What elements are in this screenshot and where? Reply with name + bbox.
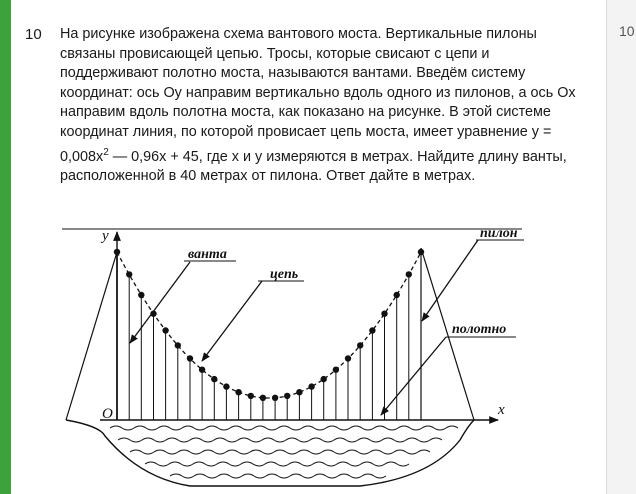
chain-dot (284, 393, 290, 399)
chain-dot (199, 367, 205, 373)
chain-dot (260, 395, 266, 401)
y-axis-label: y (102, 228, 109, 244)
chain-dot (357, 342, 363, 348)
chain-dots-group (114, 249, 424, 401)
chain-pointer-arrow (202, 281, 262, 361)
chain-dot (114, 249, 120, 255)
chain-dot (394, 292, 400, 298)
deck-pointer-arrow (381, 337, 446, 415)
question-text-part2: — 0,96x + 45, где x и y измеряются в метрах. Найдите длину ванты, расположенной в 40 метрах от пилона. Ответ дайте в метрах. (60, 148, 567, 184)
chain-dot (223, 383, 229, 389)
next-question-number[interactable]: 10 (619, 23, 635, 39)
chain-dot (296, 389, 302, 395)
pylon-label: пилон (480, 226, 518, 241)
chain-dot (345, 355, 351, 361)
chain-dot (187, 355, 193, 361)
chain-dot (175, 342, 181, 348)
origin-label: O (102, 406, 113, 422)
chain-dot (418, 249, 424, 255)
chain-label: цепь (270, 267, 299, 282)
chain-dot (162, 327, 168, 333)
chain-dot (369, 327, 375, 333)
chain-dot (406, 271, 412, 277)
vanta-pointer-arrow (130, 262, 190, 343)
question-text-part1: На рисунке изображена схема вантового моста. Вертикальные пилоны связаны провисающей цепью. Тросы, которые свисают с цепи и поддерживают полотно моста, называются вантами. Введём систему координат: ось Oy направим вертикально вдоль одного из пилонов, а ось Ox направим вдоль полотна моста, как показано на рисунке. В этой системе координат линия, по которой провисает цепь моста, имеет уравнение y = 0,008x (60, 26, 576, 165)
question-text-superscript: 2 (103, 146, 109, 158)
chain-dot (381, 311, 387, 317)
deck-label: полотно (452, 322, 507, 337)
chain-dot (235, 389, 241, 395)
chain-dot (321, 376, 327, 382)
x-axis-label: x (498, 402, 505, 418)
vanta-label: ванта (188, 247, 227, 262)
chain-dot (272, 395, 278, 401)
left-pylon-leg-outer (66, 252, 117, 420)
chain-dot (248, 393, 254, 399)
water-waves (110, 426, 458, 478)
chain-curve (117, 252, 421, 398)
chain-dot (308, 383, 314, 389)
question-number: 10 (25, 26, 42, 43)
chain-dot (211, 376, 217, 382)
chain-dot (333, 367, 339, 373)
chain-dot (126, 271, 132, 277)
chain-dot (138, 292, 144, 298)
